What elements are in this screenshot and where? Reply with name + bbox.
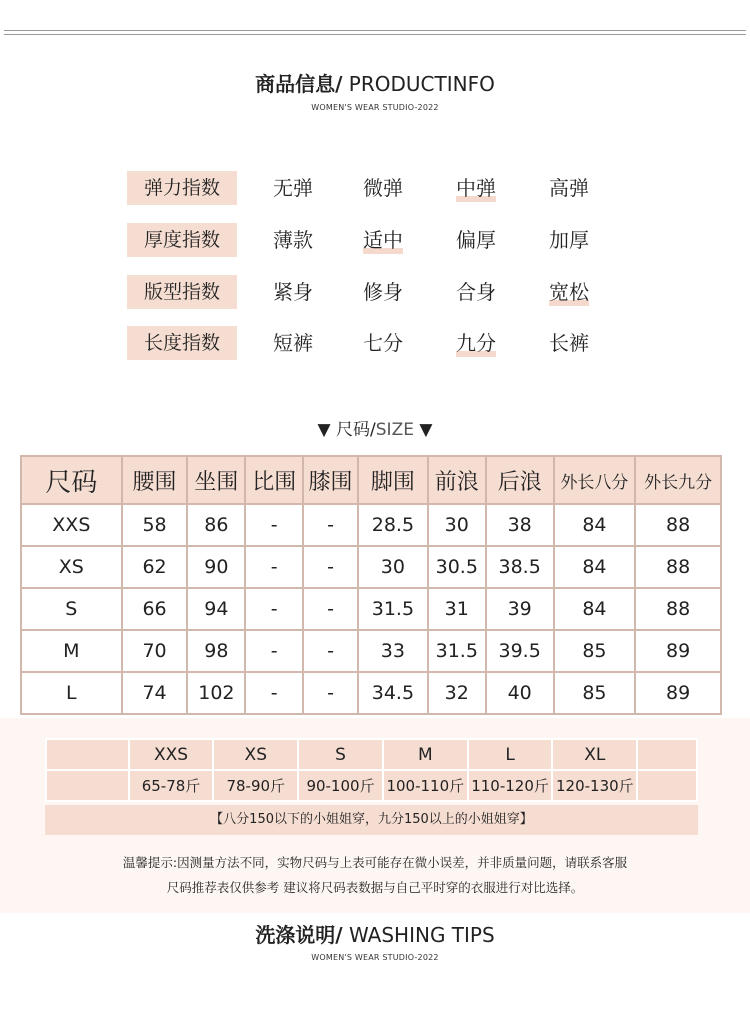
table-cell: 62 bbox=[122, 546, 188, 588]
tip-line-2: 尺码推荐表仅供参考 建议将尺码表数据与自己平时穿的衣服进行对比选择。 bbox=[166, 880, 584, 895]
table-cell: 31.5 bbox=[358, 588, 428, 630]
table-cell: 39.5 bbox=[486, 630, 554, 672]
tip-line-1: 温馨提示:因测量方法不同，实物尺码与上表可能存在微小误差，并非质量问题，请联系客服 bbox=[122, 855, 628, 870]
table-cell: 88 bbox=[635, 546, 721, 588]
table-cell: 31.5 bbox=[428, 630, 486, 672]
size-heading bbox=[0, 415, 750, 440]
product-info-header bbox=[0, 68, 750, 112]
attribute-label: 版型指数 bbox=[127, 275, 237, 309]
weight-range: 110-120斤 bbox=[468, 770, 553, 801]
table-cell: - bbox=[245, 546, 303, 588]
attribute-option: 短裤 bbox=[273, 331, 313, 355]
table-cell: S bbox=[21, 588, 122, 630]
table-cell: 30 bbox=[428, 504, 486, 546]
attribute-option: 高弹 bbox=[549, 176, 589, 200]
table-cell: XS bbox=[21, 546, 122, 588]
table-cell: 84 bbox=[554, 504, 636, 546]
table-cell: M bbox=[21, 630, 122, 672]
table-cell: 84 bbox=[554, 546, 636, 588]
table-row bbox=[21, 504, 721, 546]
table-cell: 40 bbox=[486, 672, 554, 714]
size-table-header: 脚围 bbox=[358, 456, 428, 504]
weight-size-label: XS bbox=[213, 739, 298, 770]
size-heading-suffix: ▼ bbox=[413, 420, 433, 440]
size-table-header: 坐围 bbox=[187, 456, 245, 504]
table-cell: XXS bbox=[21, 504, 122, 546]
attribute-option-selected: 适中 bbox=[363, 220, 403, 260]
attribute-label: 长度指数 bbox=[127, 326, 237, 360]
size-table-header: 后浪 bbox=[486, 456, 554, 504]
product-info-title-cn: 商品信息/ bbox=[255, 72, 343, 96]
attribute-option: 加厚 bbox=[549, 228, 589, 252]
attribute-option: 偏厚 bbox=[456, 228, 496, 252]
attribute-option-selected: 九分 bbox=[456, 323, 496, 363]
table-cell: 94 bbox=[187, 588, 245, 630]
weight-table bbox=[45, 738, 698, 802]
table-cell: - bbox=[245, 504, 303, 546]
attribute-option: 薄款 bbox=[273, 228, 313, 252]
weight-size-label: M bbox=[383, 739, 468, 770]
table-cell: 89 bbox=[635, 672, 721, 714]
weight-range: 100-110斤 bbox=[383, 770, 468, 801]
table-cell: - bbox=[245, 672, 303, 714]
weight-size-label: S bbox=[298, 739, 383, 770]
weight-size-label: XL bbox=[552, 739, 637, 770]
table-cell: 33 bbox=[358, 630, 428, 672]
table-cell: L bbox=[21, 672, 122, 714]
size-table-header: 外长八分 bbox=[554, 456, 636, 504]
weight-range: 78-90斤 bbox=[213, 770, 298, 801]
weight-table-spacer bbox=[637, 770, 697, 801]
table-cell: 30.5 bbox=[428, 546, 486, 588]
attribute-option-selected: 宽松 bbox=[549, 272, 589, 312]
size-table-header: 前浪 bbox=[428, 456, 486, 504]
washing-title-en: WASHING TIPS bbox=[342, 923, 495, 947]
table-cell: 88 bbox=[635, 588, 721, 630]
size-table-header: 膝围 bbox=[303, 456, 358, 504]
table-cell: 30 bbox=[358, 546, 428, 588]
washing-header bbox=[0, 919, 750, 962]
washing-title-cn: 洗涤说明/ bbox=[255, 923, 343, 947]
table-cell: 58 bbox=[122, 504, 188, 546]
weight-table-spacer bbox=[637, 739, 697, 770]
table-cell: 90 bbox=[187, 546, 245, 588]
weight-range: 120-130斤 bbox=[552, 770, 637, 801]
weight-size-label: L bbox=[468, 739, 553, 770]
product-info-subtitle: WOMEN'S WEAR STUDIO-2022 bbox=[311, 103, 439, 112]
table-cell: 28.5 bbox=[358, 504, 428, 546]
size-table-header: 比围 bbox=[245, 456, 303, 504]
attribute-label: 弹力指数 bbox=[127, 171, 237, 205]
table-cell: - bbox=[303, 672, 358, 714]
table-row bbox=[21, 672, 721, 714]
table-cell: 84 bbox=[554, 588, 636, 630]
table-cell: 85 bbox=[554, 672, 636, 714]
attribute-row bbox=[0, 168, 750, 208]
table-cell: 88 bbox=[635, 504, 721, 546]
table-cell: 74 bbox=[122, 672, 188, 714]
weight-size-label: XXS bbox=[129, 739, 214, 770]
table-row bbox=[21, 630, 721, 672]
table-cell: - bbox=[303, 504, 358, 546]
size-table-header: 外长九分 bbox=[635, 456, 721, 504]
weight-range: 65-78斤 bbox=[129, 770, 214, 801]
table-cell: 89 bbox=[635, 630, 721, 672]
table-cell: - bbox=[303, 630, 358, 672]
attribute-option: 紧身 bbox=[273, 280, 313, 304]
table-cell: 70 bbox=[122, 630, 188, 672]
size-table-header: 尺码 bbox=[21, 456, 122, 504]
attribute-row bbox=[0, 323, 750, 363]
table-cell: - bbox=[245, 588, 303, 630]
weight-table-spacer bbox=[46, 739, 129, 770]
weight-range: 90-100斤 bbox=[298, 770, 383, 801]
product-info-title-en: PRODUCTINFO bbox=[342, 72, 495, 96]
table-cell: 102 bbox=[187, 672, 245, 714]
weight-table-spacer bbox=[46, 770, 129, 801]
table-cell: 31 bbox=[428, 588, 486, 630]
table-cell: 66 bbox=[122, 588, 188, 630]
table-cell: - bbox=[245, 630, 303, 672]
table-cell: 38.5 bbox=[486, 546, 554, 588]
length-note: 【八分150以下的小姐姐穿，九分150以上的小姐姐穿】 bbox=[45, 805, 698, 835]
attribute-option-selected: 中弹 bbox=[456, 168, 496, 208]
size-table-header: 腰围 bbox=[122, 456, 188, 504]
attribute-option: 合身 bbox=[456, 280, 496, 304]
table-cell: 32 bbox=[428, 672, 486, 714]
table-row bbox=[21, 588, 721, 630]
attribute-option: 修身 bbox=[363, 280, 403, 304]
table-cell: 38 bbox=[486, 504, 554, 546]
table-cell: 98 bbox=[187, 630, 245, 672]
table-row bbox=[21, 546, 721, 588]
top-divider bbox=[4, 30, 746, 35]
size-heading-en: SIZE bbox=[375, 420, 414, 440]
attribute-label: 厚度指数 bbox=[127, 223, 237, 257]
attribute-option: 无弹 bbox=[273, 176, 313, 200]
table-cell: 39 bbox=[486, 588, 554, 630]
washing-subtitle: WOMEN'S WEAR STUDIO-2022 bbox=[311, 953, 439, 962]
table-cell: - bbox=[303, 546, 358, 588]
attribute-option: 微弹 bbox=[363, 176, 403, 200]
attribute-row bbox=[0, 272, 750, 312]
attribute-option: 七分 bbox=[363, 331, 403, 355]
table-cell: 34.5 bbox=[358, 672, 428, 714]
table-cell: 86 bbox=[187, 504, 245, 546]
size-heading-prefix: ▼ 尺码/ bbox=[317, 420, 376, 440]
attribute-row bbox=[0, 220, 750, 260]
table-cell: - bbox=[303, 588, 358, 630]
size-table bbox=[20, 455, 722, 715]
table-cell: 85 bbox=[554, 630, 636, 672]
attribute-option: 长裤 bbox=[549, 331, 589, 355]
